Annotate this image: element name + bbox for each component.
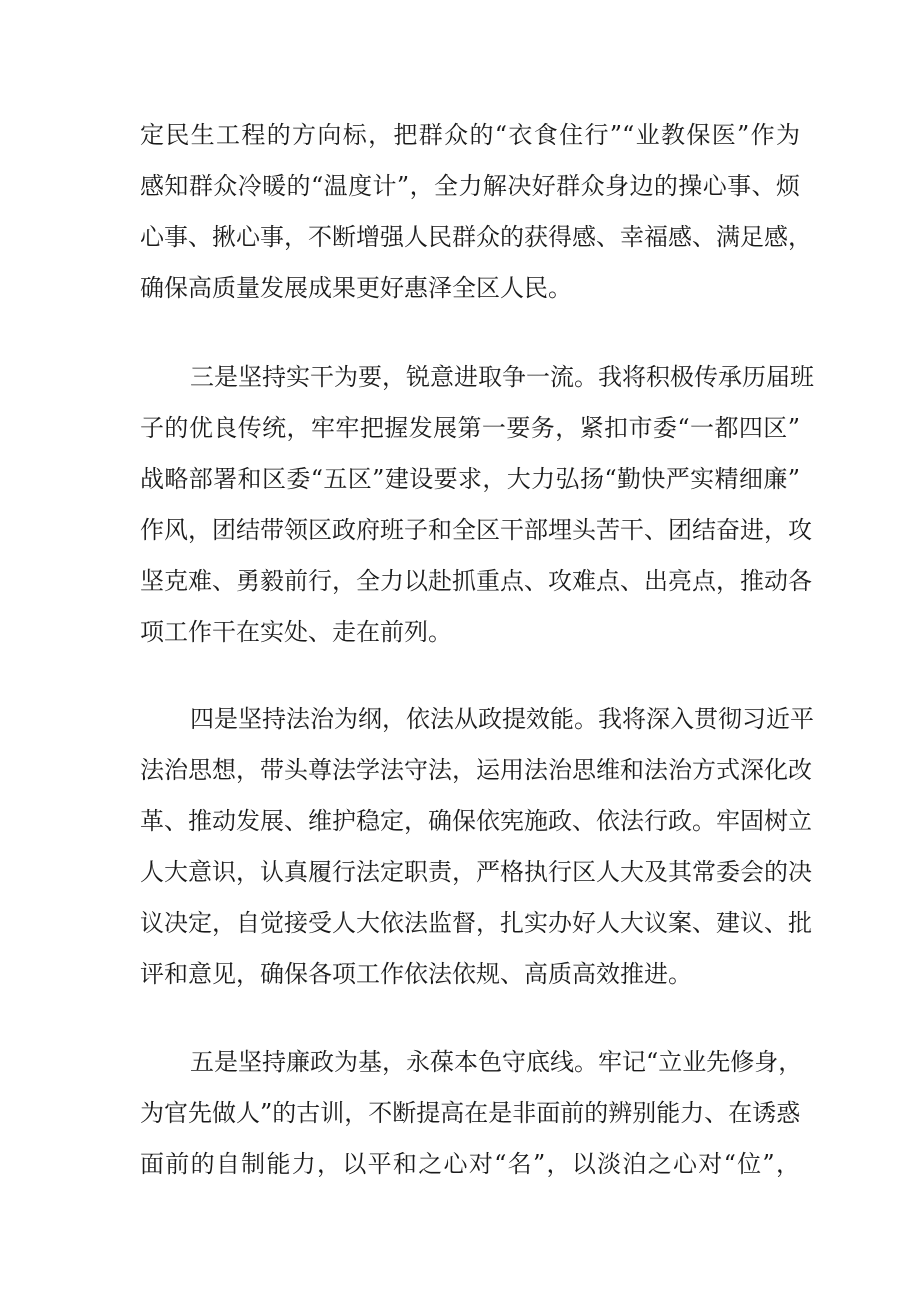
paragraph-1-line-3: 心事、揪心事，不断增强人民群众的获得感、幸福感、满足感， <box>140 223 812 251</box>
paragraph-2-line-3: 战略部署和区委“五区”建设要求，大力弘扬“勤快严实精细廉” <box>140 465 800 493</box>
paragraph-3-line-3: 革、推动发展、维护稳定，确保依宪施政、依法行政。牢固树立 <box>140 807 812 835</box>
paragraph-3-line-5: 议决定，自觉接受人大依法监督，扎实办好人大议案、建议、批 <box>140 909 812 937</box>
paragraph-2-line-6: 项工作干在实处、走在前列。 <box>140 618 452 646</box>
paragraph-4-line-1: 五是坚持廉政为基，永葆本色守底线。牢记“立业先修身， <box>190 1048 803 1076</box>
paragraph-3-line-6: 评和意见，确保各项工作依法依规、高质高效推进。 <box>140 960 692 988</box>
paragraph-1-line-2: 感知群众冷暖的“温度计”，全力解决好群众身边的操心事、烦 <box>140 172 800 200</box>
paragraph-3-line-2: 法治思想，带头尊法学法守法，运用法治思维和法治方式深化改 <box>140 756 812 784</box>
paragraph-2-line-1: 三是坚持实干为要，锐意进取争一流。我将积极传承历届班 <box>190 363 814 391</box>
paragraph-1-line-1: 定民生工程的方向标，把群众的“衣食住行”“业教保医”作为 <box>140 121 800 149</box>
paragraph-3-line-1: 四是坚持法治为纲，依法从政提效能。我将深入贯彻习近平 <box>190 705 814 733</box>
paragraph-4-line-2: 为官先做人”的古训，不断提高在是非面前的辨别能力、在诱惑 <box>140 1099 801 1127</box>
paragraph-2-line-4: 作风，团结带领区政府班子和全区干部埋头苦干、团结奋进，攻 <box>140 516 812 544</box>
paragraph-1-line-4: 确保高质量发展成果更好惠泽全区人民。 <box>140 274 572 302</box>
paragraph-2-line-2: 子的优良传统，牢牢把握发展第一要务，紧扣市委“一都四区” <box>140 414 800 442</box>
paragraph-4-line-3: 面前的自制能力，以平和之心对“名”，以淡泊之心对“位”， <box>140 1150 800 1178</box>
paragraph-3-line-4: 人大意识，认真履行法定职责，严格执行区人大及其常委会的决 <box>140 858 812 886</box>
paragraph-2-line-5: 坚克难、勇毅前行，全力以赴抓重点、攻难点、出亮点，推动各 <box>140 567 812 595</box>
